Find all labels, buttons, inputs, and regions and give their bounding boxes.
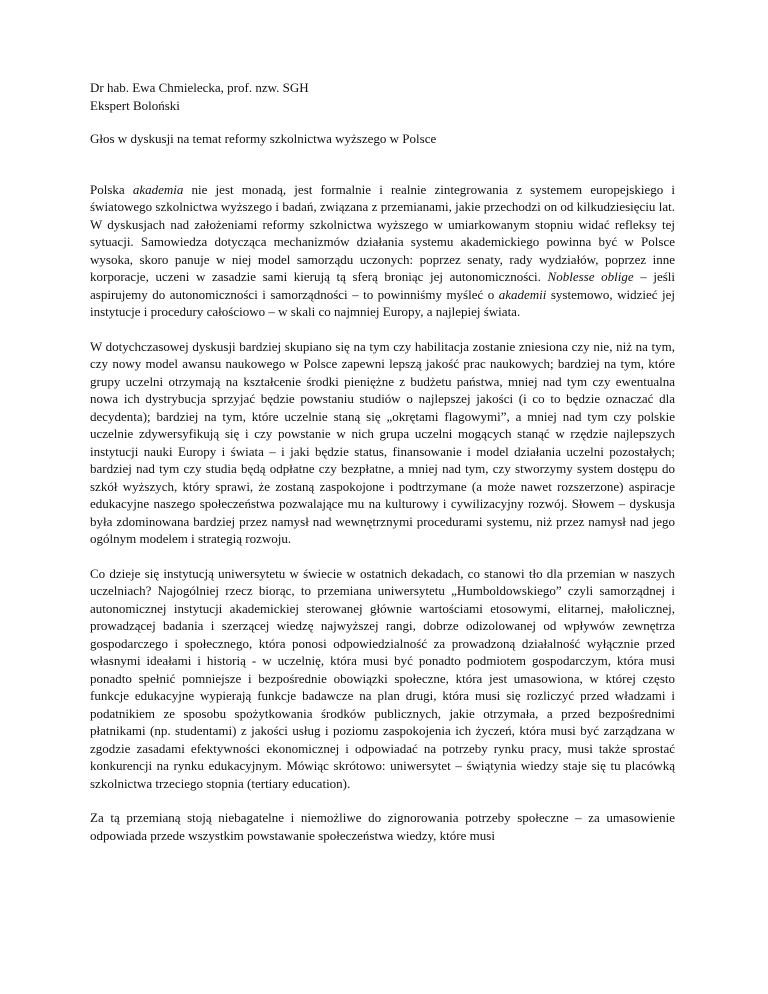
paragraph-1-text-a: Polska: [90, 181, 133, 197]
document-title: Głos w dyskusji na temat reformy szkolnictwa wyższego w Polsce: [90, 131, 437, 146]
paragraph-1-italic-noblesse: Noblesse oblige: [547, 269, 634, 284]
paragraph-1-italic-akademia: akademia: [132, 181, 184, 197]
paragraph-1-text-d: systemowo, widzieć jej instytucje i procedury całościowo – w skali co najmniej Europy, a najlepiej świata.: [90, 286, 675, 319]
paragraph-1-italic-akademii: akademii: [498, 286, 547, 302]
paragraph-1: [90, 181, 675, 321]
paragraph-4: Za tą przemianą stoją niebagatelne i niemożliwe do zignorowania potrzeby społeczne – za umasowienie odpowiada przede wszystkim powstawanie społeczeństwa wiedzy, które musi: [90, 810, 675, 843]
paragraph-2: W dotychczasowej dyskusji bardziej skupiano się na tym czy habilitacja zostanie zniesiona czy nie, niż na tym, czy nowy model awansu naukowego w Polsce zapewni lepszą jakość prac naukowych; bardziej na tym, które grupy uczelni otrzymają na kształcenie środki pieniężne z budżetu państwa, mniej nad tym czy ewentualna nowa ich dystrybucja sprzyjać będzie powstaniu studiów o najlepszej jakości (i co to będzie oznaczać dla decydenta); bardziej na tym, które uczelnie staną się „okrętami flagowymi”, a mniej nad tym czy polskie uczelnie zdywersyfikują się i czy powstanie w nich grupa uczelni mogących stanąć w rzędzie najlepszych instytucji nauki Europy i świata – i jaki będzie status, finansowanie i model działania uczelni pozostałych; bardziej nad tym czy studia będą odpłatne czy bezpłatne, a mniej nad tym, czy stworzymy system dostępu do szkół wyższych, który sprawi, że zostaną zaspokojone i podtrzymane (a może nawet rozszerzone) aspiracje edukacyjne naszego społeczeństwa pozwalające mu na kulturowy i cywilizacyjny rozwój. Słowem – dyskusja była zdominowana bardziej przez namysł nad wewnętrznymi procedurami systemu, niż przez namysł nad jego ogólnym modelem i strategią rozwoju.: [90, 338, 675, 546]
paragraph-1-text-c: – jeśli aspirujemy do autonomiczności i samorządności – to powinniśmy myśleć o: [90, 269, 676, 302]
paragraph-1-text-b: nie jest monadą, jest formalnie i realnie zintegrowania z systemem europejskiego i światowego szkolnictwa wyższego i badań, związana z przemianami, jakie przechodzi on od kilkudziesięciu lat. W dyskusjach nad założeniami reformy szkolnictwa wyższego w umiarkowanym stopniu widać refleksy tej sytuacji. Samowiedza dotycząca mechanizmów działania systemu akademickiego powinna być w Polsce wysoka, skoro panuje w niej model samorządu uczonych: poprzez senaty, rady wydziałów, poprzez inne korporacje, uczeni w zasadzie sami kierują tą sferą broniąc jej autonomiczności.: [90, 181, 676, 284]
paragraph-3: Co dzieje się instytucją uniwersytetu w świecie w ostatnich dekadach, co stanowi tło dla przemian w naszych uczelniach? Najogólniej rzecz biorąc, to przemiana uniwersytetu „Humboldowskiego” czyli samorządnej i autonomicznej instytucji akademickiej sterowanej głównie wartościami etosowymi, elitarnej, małolicznej, prowadzącej badania i szerzącej wiedzę najwyższej rangi, dobrze odizolowanej od wpływów zewnętrza gospodarczego i społecznego, która ponosi odpowiedzialność za prowadzoną działalność wyłącznie przed własnymi ideałami i historią - w uczelnię, która musi być ponadto podmiotem gospodarczym, która musi ponadto spełnić pomniejsze i bezpośrednie obowiązki społeczne, która jest umasowiona, w której często funkcje edukacyjne wypierają funkcje badawcze na plan drugi, która musi się rozliczyć przed władzami i podatnikiem ze sposobu spożytkowania środków publicznych, jakie otrzymała, a przed bezpośrednimi płatnikami (np. studentami) z jakości usług i poziomu zaspokojenia ich życzeń, która musi być zarządzana w zgodzie zasadami efektywności ekonomicznej i odpowiadać na potrzeby rynku pracy, musi także sprostać konkurencji na rynku edukacyjnym. Mówiąc skrótowo: uniwersytet – świątynia wiedzy staje się tu placówką szkolnictwa trzeciego stopnia (tertiary education).: [90, 565, 675, 791]
author-name: Dr hab. Ewa Chmielecka, prof. nzw. SGH: [90, 80, 309, 95]
document-page: [90, 79, 675, 844]
author-role: Ekspert Boloński: [90, 97, 180, 113]
